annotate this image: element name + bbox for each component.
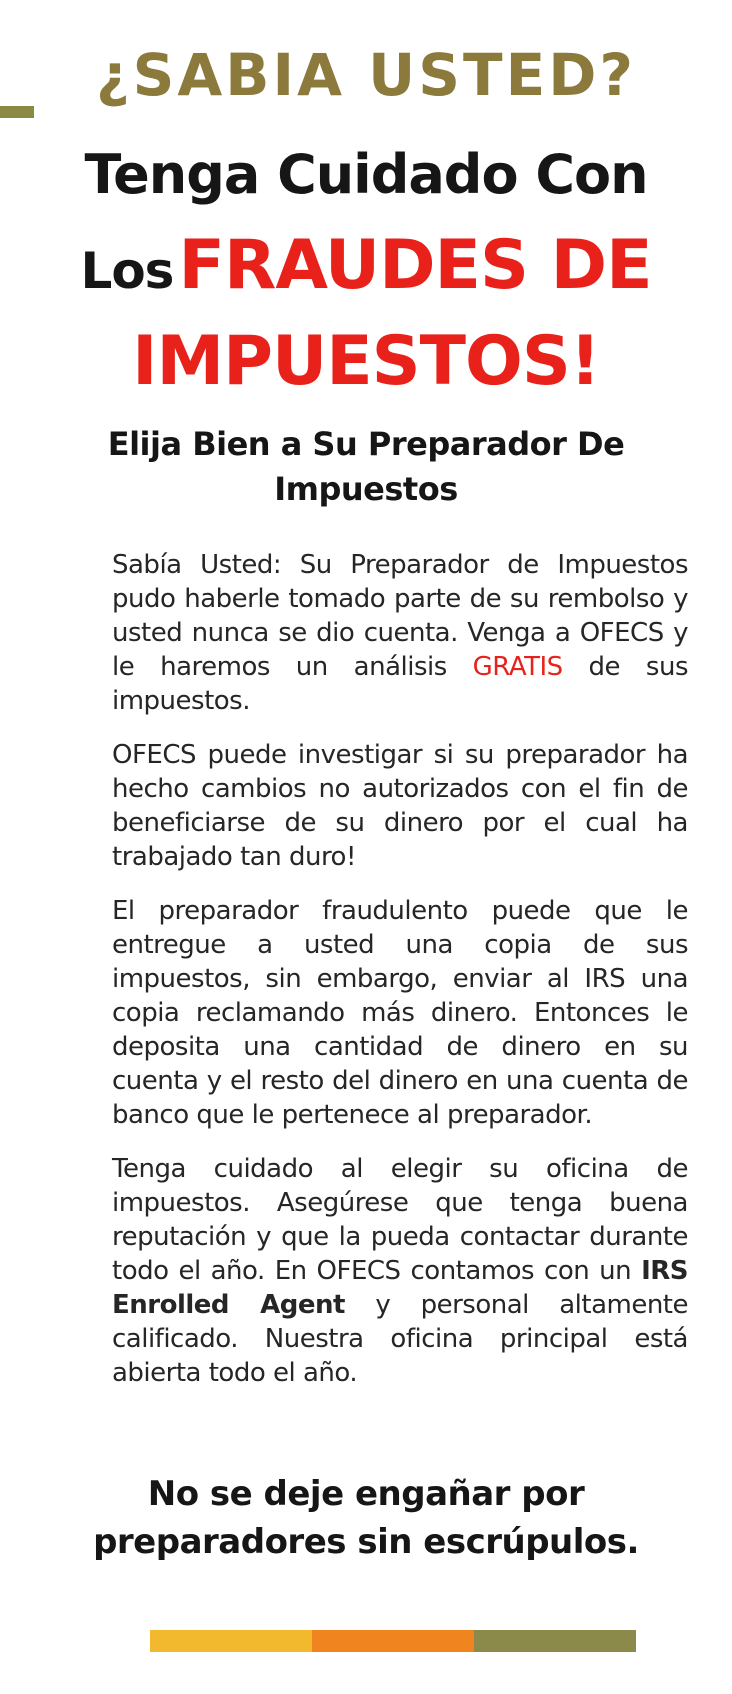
paragraph-1-end: de sus impuestos. bbox=[112, 652, 688, 716]
subtitle: Elija Bien a Su Preparador De Impuestos bbox=[107, 425, 625, 508]
title-prefix: Los bbox=[80, 242, 174, 300]
kicker-heading: ¿SABIA USTED? bbox=[95, 41, 636, 109]
paragraph-4-end: y personal altamente calificado. Nuestra oficina principal está abierta todo el año. bbox=[112, 1290, 688, 1388]
footer-stripe-olive bbox=[474, 1630, 636, 1652]
enrolled-agent-highlight: IRS Enrolled Agent bbox=[112, 1256, 688, 1320]
title-line-1: Tenga Cuidado Con bbox=[84, 143, 648, 206]
footer-stripe-yellow bbox=[150, 1630, 312, 1652]
footer-stripe-orange bbox=[312, 1630, 474, 1652]
side-accent-mark bbox=[0, 106, 34, 118]
title-highlight-2: IMPUESTOS! bbox=[132, 322, 600, 401]
body-text bbox=[112, 548, 688, 1410]
paragraph-3: El preparador fraudulento puede que le entregue a usted una copia de sus impuestos, sin embargo, enviar al IRS una copia reclamando más dinero. Entonces le deposita una cantidad de dinero en su cuenta y el resto del dinero en una cuenta de banco que le pertenece al preparador. bbox=[112, 896, 688, 1130]
free-highlight: GRATIS bbox=[472, 652, 563, 682]
title-highlight-1: FRAUDES DE bbox=[178, 226, 652, 305]
closing-statement: No se deje engañar por preparadores sin escrúpulos. bbox=[93, 1474, 639, 1562]
paragraph-4 bbox=[112, 1152, 688, 1390]
paragraph-2: OFECS puede investigar si su preparador ha hecho cambios no autorizados con el fin de beneficiarse de su dinero por el cual ha trabajado tan duro! bbox=[112, 740, 688, 872]
paragraph-1 bbox=[112, 548, 688, 718]
paragraph-4-text: Tenga cuidado al elegir su oficina de impuestos. Asegúrese que tenga buena reputación y que la pueda contactar durante todo el año. En OFECS contamos con un bbox=[112, 1154, 688, 1286]
paragraph-1-text: Sabía Usted: Su Preparador de Impuestos pudo haberle tomado parte de su rembolso y usted nunca se dio cuenta. Venga a OFECS y le haremos un análisis bbox=[112, 550, 688, 682]
title-line-2 bbox=[0, 226, 732, 305]
